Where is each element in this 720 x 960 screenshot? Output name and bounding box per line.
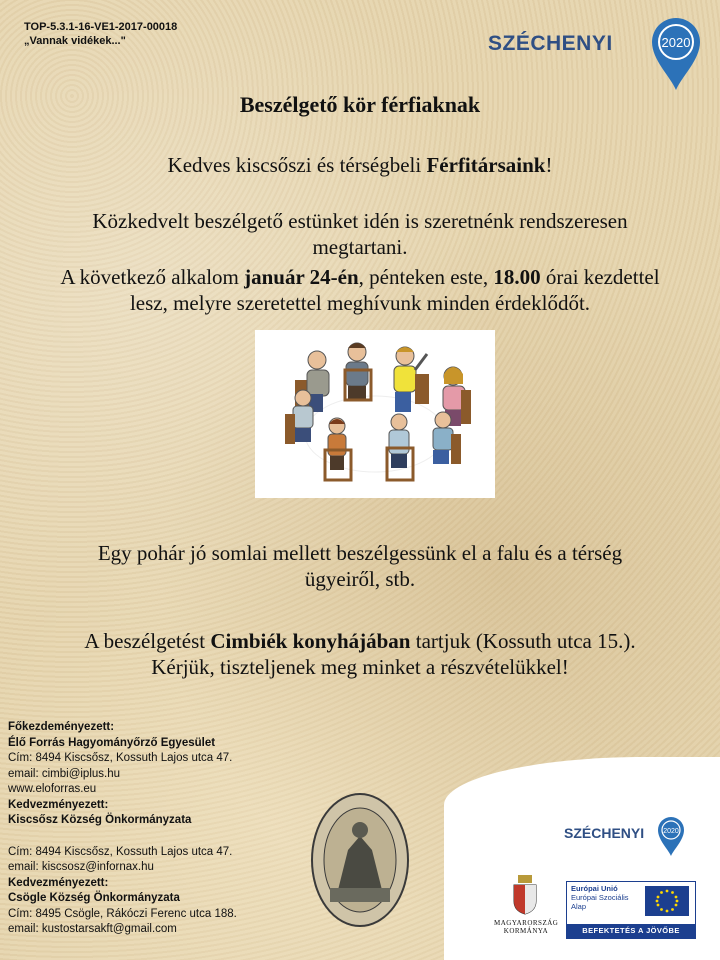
project-code: TOP-5.3.1-16-VE1-2017-00018: [24, 21, 178, 33]
beneficiary1-address: Cím: 8494 Kiscsősz, Kossuth Lajos utca 47.: [8, 845, 233, 858]
project-header: [24, 20, 177, 48]
funding-panel: [444, 757, 720, 960]
greeting: Kedves kiscsőszi és térségbeli Férfitársaink!: [167, 153, 553, 177]
people-in-circle-image: [255, 330, 495, 498]
szechenyi-logo-word: SZÉCHENYI: [488, 32, 613, 55]
venue-paragraph: A beszélgetést Cimbiék konyhájában tartjuk (Kossuth utca 15.). Kérjük, tiszteljenek meg minket a részvételükkel!: [84, 629, 636, 679]
lead-address: Cím: 8494 Kiscsősz, Kossuth Lajos utca 47.: [8, 752, 233, 764]
lead-email: email: cimbi@iplus.hu: [8, 767, 121, 780]
beneficiary2-address: Cím: 8495 Csögle, Rákóczi Ferenc utca 188.: [8, 907, 237, 920]
funding-szechenyi-year: 2020: [663, 828, 679, 835]
beneficiary2-org: Csögle Község Önkormányzata: [8, 892, 180, 904]
hungarian-coat-of-arms-icon: [512, 875, 538, 915]
project-name: „Vannak vidékek...": [24, 35, 126, 47]
event-date: január 24-én: [244, 265, 359, 289]
discussion-circle-illustration: [255, 330, 495, 498]
beneficiary1-email: email: kiscsosz@infornax.hu: [8, 861, 154, 873]
beneficiary1-org: Kiscsősz Község Önkormányzata: [8, 814, 192, 826]
event-time: 18.00: [493, 265, 541, 289]
event-details-paragraph: A következő alkalom január 24-én, pénteken este, 18.00 órai kezdettel lesz, melyre szeretettel meghívunk minden érdeklődőt.: [60, 265, 660, 315]
somlai-paragraph: Egy pohár jó somlai mellett beszélgessünk el a falu és a térség ügyeiről, stb.: [97, 541, 623, 591]
lead-website: www.eloforras.eu: [8, 783, 97, 795]
association-stamp-icon: [308, 790, 412, 930]
map-pin-icon: [648, 14, 704, 92]
beneficiary1-label: Kedvezményezett:: [8, 798, 109, 811]
contact-footer: [8, 720, 237, 938]
beneficiary2-email: email: kustostarsakft@gmail.com: [8, 923, 177, 935]
intro-paragraph: Közkedvelt beszélgető estünket idén is szeretnénk rendszeresen megtartani.: [92, 209, 628, 259]
eu-flag-icon: [645, 886, 689, 916]
lead-label: Főkezdeményezett:: [8, 721, 115, 733]
map-pin-icon: [656, 815, 686, 857]
eu-esf-logo: Európai Unió Európai Szociális Alap BEFEKTETÉS A JÖVŐBE: [566, 881, 696, 939]
lead-org: Élő Forrás Hagyományőrző Egyesület: [8, 736, 216, 749]
funding-szechenyi-word: SZÉCHENYI: [564, 825, 645, 841]
beneficiary2-label: Kedvezményezett:: [8, 876, 109, 889]
venue-name: Cimbiék konyhájában: [210, 629, 411, 653]
eu-tagline: BEFEKTETÉS A JÖVŐBE: [567, 924, 695, 938]
page-title: Beszélgető kör férfiaknak: [239, 92, 481, 117]
szechenyi-logo-year: 2020: [661, 35, 691, 50]
government-label: MAGYARORSZÁG KORMÁNYA: [494, 919, 559, 935]
